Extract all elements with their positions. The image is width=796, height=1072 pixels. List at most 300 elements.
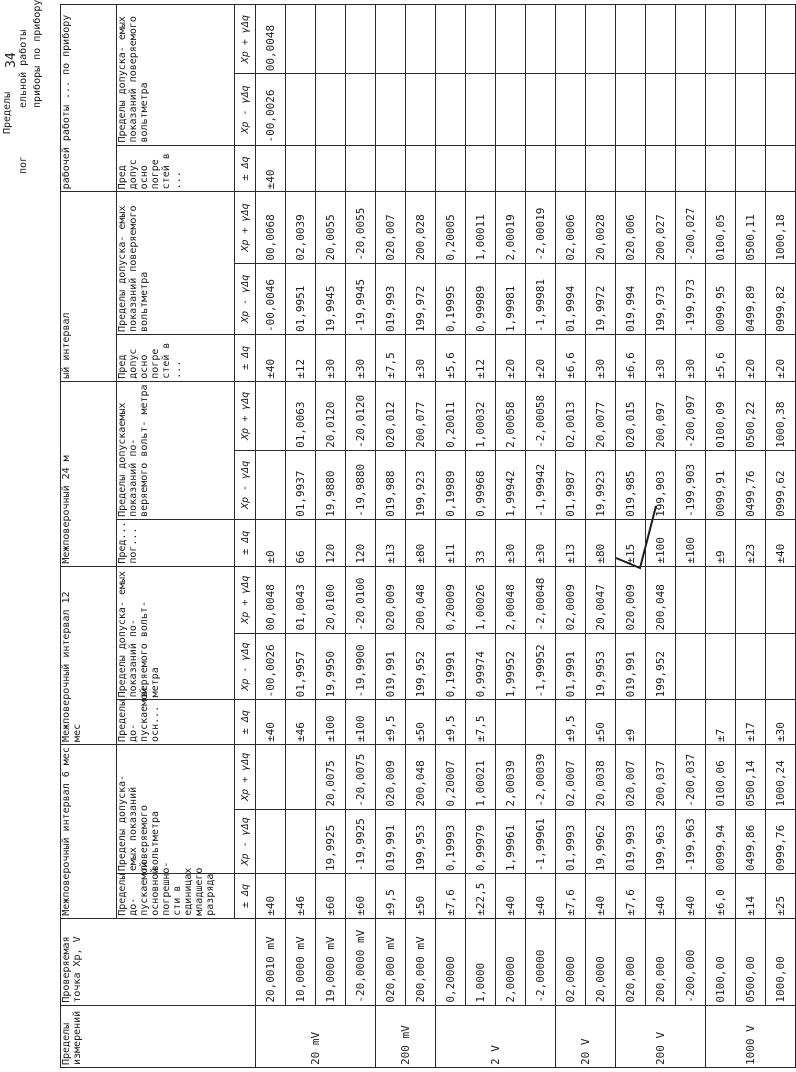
value-cell: [286, 74, 316, 145]
value-cell: 0999,82: [766, 263, 796, 334]
verification-table: [60, 4, 796, 1068]
value-cell: 0099,95: [706, 263, 736, 334]
value-cell: [526, 145, 556, 192]
value-cell: ±11: [436, 519, 466, 566]
value-cell: 020,015: [616, 381, 646, 450]
value-cell: 020,009: [376, 744, 406, 809]
value-cell: 019,993: [376, 263, 406, 334]
sym-lo: Хр - γΔq: [235, 809, 256, 874]
value-cell: 0,20009: [436, 566, 466, 633]
value-cell: [736, 633, 766, 700]
value-cell: 01,9951: [286, 263, 316, 334]
value-cell: 019,994: [616, 263, 646, 334]
value-cell: 200,048: [406, 744, 436, 809]
value-cell: ±9,5: [376, 874, 406, 919]
value-cell: 0500,22: [736, 381, 766, 450]
value-cell: ±30: [406, 334, 436, 381]
sym-hi: Хр + γΔq: [235, 381, 256, 450]
value-cell: [346, 5, 376, 74]
value-cell: 200,028: [406, 192, 436, 263]
value-cell: ±60: [346, 874, 376, 919]
value-cell: [736, 566, 766, 633]
sym-lo: Хр - γΔq: [235, 633, 256, 700]
value-cell: 02,0039: [286, 192, 316, 263]
value-cell: -2,00048: [526, 566, 556, 633]
value-cell: 200,077: [406, 381, 436, 450]
col-interval-24-header: Межповерочный 24 м: [61, 381, 117, 566]
point-cell: 0500,00: [736, 918, 766, 1005]
sym-pm: ± Δq: [235, 519, 256, 566]
value-cell: [406, 145, 436, 192]
value-cell: 0999,62: [766, 450, 796, 519]
value-cell: 20,0075: [316, 744, 346, 809]
value-cell: 01,9991: [556, 633, 586, 700]
value-cell: 0,99968: [466, 450, 496, 519]
value-cell: 0099,91: [706, 450, 736, 519]
col-tol-12: Пределы до- пускаемой осн...: [117, 700, 235, 745]
value-cell: [736, 74, 766, 145]
value-cell: ±46: [286, 700, 316, 745]
value-cell: [526, 700, 556, 745]
table-row: [496, 5, 526, 1068]
value-cell: [766, 633, 796, 700]
range-cell: 200 mV: [376, 1005, 436, 1067]
value-cell: -19,9925: [346, 809, 376, 874]
value-cell: -199,973: [676, 263, 706, 334]
value-cell: 0100,06: [706, 744, 736, 809]
value-cell: -1,99942: [526, 450, 556, 519]
value-cell: [286, 145, 316, 192]
value-cell: [706, 5, 736, 74]
table-row: [286, 5, 316, 1068]
point-cell: -200,000: [676, 918, 706, 1005]
value-cell: [346, 145, 376, 192]
value-cell: 1000,18: [766, 192, 796, 263]
value-cell: ±22,5: [466, 874, 496, 919]
value-cell: -1,99952: [526, 633, 556, 700]
value-cell: 1,99961: [496, 809, 526, 874]
value-cell: ±7,6: [556, 874, 586, 919]
value-cell: [466, 145, 496, 192]
value-cell: ±9: [616, 700, 646, 745]
value-cell: 020,012: [376, 381, 406, 450]
value-cell: ±13: [556, 519, 586, 566]
value-cell: [676, 633, 706, 700]
col-interval-6-header: Межповерочный интервал 6 мес: [61, 744, 117, 918]
sym-lo: Хр - γΔq: [235, 263, 256, 334]
value-cell: [706, 145, 736, 192]
value-cell: [286, 5, 316, 74]
table-row: [676, 5, 706, 1068]
value-cell: [646, 145, 676, 192]
value-cell: 20,0100: [316, 566, 346, 633]
value-cell: ±6,6: [556, 334, 586, 381]
point-cell: 2,00000: [496, 918, 526, 1005]
sym-lo: Хр - γΔq: [235, 74, 256, 145]
value-cell: [286, 744, 316, 809]
value-cell: 0500,11: [736, 192, 766, 263]
value-cell: 00,0048: [256, 566, 286, 633]
value-cell: [556, 74, 586, 145]
value-cell: -00,0026: [256, 633, 286, 700]
value-cell: [436, 5, 466, 74]
value-cell: 199,903: [646, 450, 676, 519]
value-cell: [616, 74, 646, 145]
value-cell: 19,9945: [316, 263, 346, 334]
value-cell: ±30: [316, 334, 346, 381]
col-lim-6: Пределы допуска- емых показаний поверяемого вольтметра: [117, 744, 235, 873]
value-cell: 0100,05: [706, 192, 736, 263]
value-cell: 0,20007: [436, 744, 466, 809]
value-cell: 0,19989: [436, 450, 466, 519]
value-cell: [466, 5, 496, 74]
sym-hi: Хр + γΔq: [235, 566, 256, 633]
value-cell: ±23: [736, 519, 766, 566]
value-cell: 1,00026: [466, 566, 496, 633]
value-cell: [556, 5, 586, 74]
value-cell: 0500,14: [736, 744, 766, 809]
value-cell: 66: [286, 519, 316, 566]
value-cell: ±100: [676, 519, 706, 566]
value-cell: 19,9962: [586, 809, 616, 874]
point-cell: 0,20000: [436, 918, 466, 1005]
value-cell: 01,0063: [286, 381, 316, 450]
value-cell: ±0: [256, 519, 286, 566]
value-cell: [256, 809, 286, 874]
value-cell: ±9,5: [376, 700, 406, 745]
value-cell: -2,00019: [526, 192, 556, 263]
value-cell: [466, 74, 496, 145]
value-cell: -20,0120: [346, 381, 376, 450]
value-cell: 200,048: [406, 566, 436, 633]
value-cell: 1,00032: [466, 381, 496, 450]
value-cell: [586, 74, 616, 145]
value-cell: 00,0048: [256, 5, 286, 74]
header-fragment-d: приборы по прибору: [32, 0, 43, 108]
value-cell: [586, 145, 616, 192]
value-cell: 0499,86: [736, 809, 766, 874]
value-cell: 0,19993: [436, 809, 466, 874]
value-cell: ±30: [496, 519, 526, 566]
value-cell: 20,0028: [586, 192, 616, 263]
value-cell: [676, 566, 706, 633]
value-cell: 020,007: [376, 192, 406, 263]
value-cell: -1,99981: [526, 263, 556, 334]
table-row: [316, 5, 346, 1068]
sym-lo: Хр - γΔq: [235, 450, 256, 519]
value-cell: 019,985: [616, 450, 646, 519]
value-cell: 0499,89: [736, 263, 766, 334]
value-cell: 020,006: [616, 192, 646, 263]
point-cell: -2,00000: [526, 918, 556, 1005]
value-cell: 019,991: [616, 633, 646, 700]
value-cell: 0,99974: [466, 633, 496, 700]
value-cell: 0999,76: [766, 809, 796, 874]
value-cell: 19,9972: [586, 263, 616, 334]
col-tol-x: Пред допус осно погре стей в ...: [117, 334, 235, 381]
value-cell: ±40: [646, 874, 676, 919]
value-cell: -200,027: [676, 192, 706, 263]
value-cell: 01,9994: [556, 263, 586, 334]
value-cell: [766, 145, 796, 192]
value-cell: ±30: [646, 334, 676, 381]
value-cell: ±40: [256, 874, 286, 919]
table-row: [556, 5, 586, 1068]
range-cell: 200 V: [616, 1005, 706, 1067]
value-cell: -20,0100: [346, 566, 376, 633]
value-cell: ±40: [586, 874, 616, 919]
value-cell: 2,00019: [496, 192, 526, 263]
table-row: [526, 5, 556, 1068]
value-cell: -200,097: [676, 381, 706, 450]
col-interval-12-header: Межповерочный интервал 12 мес: [61, 566, 117, 744]
value-cell: ±9,5: [556, 700, 586, 745]
table-row: [616, 5, 646, 1068]
col-point-header: Проверяемая точка Хр, V: [61, 918, 256, 1005]
range-cell: 1000 V: [706, 1005, 796, 1067]
value-cell: 20,0120: [316, 381, 346, 450]
value-cell: 019,993: [616, 809, 646, 874]
value-cell: [436, 145, 466, 192]
value-cell: ±7,6: [436, 874, 466, 919]
value-cell: ±50: [406, 874, 436, 919]
point-cell: 0100,00: [706, 918, 736, 1005]
value-cell: 019,991: [376, 809, 406, 874]
value-cell: 0099,94: [706, 809, 736, 874]
value-cell: ±20: [736, 334, 766, 381]
value-cell: 20,0077: [586, 381, 616, 450]
col-interval-x-header: ый интервал: [61, 192, 117, 381]
value-cell: ±30: [766, 700, 796, 745]
value-cell: [256, 450, 286, 519]
value-cell: ±20: [526, 334, 556, 381]
value-cell: [256, 381, 286, 450]
value-cell: ±40: [526, 874, 556, 919]
value-cell: ±9,5: [436, 700, 466, 745]
value-cell: 0,19995: [436, 263, 466, 334]
value-cell: 19,9880: [316, 450, 346, 519]
value-cell: ±30: [526, 519, 556, 566]
table-row: [766, 5, 796, 1068]
sym-pm: ± Δq: [235, 334, 256, 381]
table-row: [376, 5, 406, 1068]
value-cell: 120: [316, 519, 346, 566]
value-cell: ±30: [346, 334, 376, 381]
value-cell: 199,973: [646, 263, 676, 334]
value-cell: [586, 5, 616, 74]
value-cell: [706, 566, 736, 633]
value-cell: ±7,6: [616, 874, 646, 919]
value-cell: [316, 5, 346, 74]
col-lim-24: Пределы допускаемых показаний по- веряемого вольт- метра: [117, 381, 235, 519]
value-cell: ±5,6: [706, 334, 736, 381]
value-cell: -20,0075: [346, 744, 376, 809]
value-cell: 0,19991: [436, 633, 466, 700]
value-cell: [496, 5, 526, 74]
table-row: [466, 5, 496, 1068]
value-cell: -00,0046: [256, 263, 286, 334]
point-cell: 1000,00: [766, 918, 796, 1005]
point-cell: 020,000: [616, 918, 646, 1005]
value-cell: 020,007: [616, 744, 646, 809]
value-cell: 19,9953: [586, 633, 616, 700]
value-cell: [256, 744, 286, 809]
value-cell: [646, 74, 676, 145]
value-cell: 020,009: [376, 566, 406, 633]
value-cell: 199,972: [406, 263, 436, 334]
value-cell: [676, 5, 706, 74]
col-interval-last-header: рабочей работы ... по прибору: [61, 5, 117, 192]
value-cell: ±30: [676, 334, 706, 381]
value-cell: 20,0047: [586, 566, 616, 633]
value-cell: 19,9925: [316, 809, 346, 874]
range-cell: 2 V: [436, 1005, 556, 1067]
value-cell: ±6,6: [616, 334, 646, 381]
value-cell: 01,9987: [556, 450, 586, 519]
value-cell: ±40: [676, 874, 706, 919]
col-range-header: Пределы измерений: [61, 1005, 256, 1067]
value-cell: [286, 809, 316, 874]
table-row: [586, 5, 616, 1068]
value-cell: 33: [466, 519, 496, 566]
value-cell: 0,99979: [466, 809, 496, 874]
sym-hi: Хр + γΔq: [235, 744, 256, 809]
value-cell: ±20: [496, 334, 526, 381]
point-cell: 02,0000: [556, 918, 586, 1005]
sym-pm: ± Δq: [235, 874, 256, 919]
value-cell: 2,00048: [496, 566, 526, 633]
value-cell: ±40: [496, 874, 526, 919]
value-cell: 200,097: [646, 381, 676, 450]
value-cell: -199,903: [676, 450, 706, 519]
value-cell: 019,991: [376, 633, 406, 700]
point-cell: 1,0000: [466, 918, 496, 1005]
point-cell: 200,000: [646, 918, 676, 1005]
value-cell: -00,0026: [256, 74, 286, 145]
point-cell: 20,0000: [586, 918, 616, 1005]
table-row: [736, 5, 766, 1068]
header-fragment-a: Пределы: [2, 91, 13, 134]
value-cell: ±12: [286, 334, 316, 381]
value-cell: [646, 700, 676, 745]
value-cell: [376, 74, 406, 145]
value-cell: [406, 5, 436, 74]
value-cell: ±25: [766, 874, 796, 919]
value-cell: 1000,38: [766, 381, 796, 450]
value-cell: 200,037: [646, 744, 676, 809]
table-row: [436, 5, 466, 1068]
value-cell: -200,037: [676, 744, 706, 809]
value-cell: -19,9945: [346, 263, 376, 334]
value-cell: 00,0068: [256, 192, 286, 263]
value-cell: 199,952: [646, 633, 676, 700]
value-cell: ±14: [736, 874, 766, 919]
value-cell: [736, 145, 766, 192]
value-cell: 199,963: [646, 809, 676, 874]
value-cell: [316, 74, 346, 145]
value-cell: ±100: [646, 519, 676, 566]
value-cell: 0100,09: [706, 381, 736, 450]
col-lim-12: Пределы допуска- емых показаний по- веряемого вольт- метра: [117, 566, 235, 700]
value-cell: 019,988: [376, 450, 406, 519]
value-cell: 20,0038: [586, 744, 616, 809]
table-body: [256, 5, 796, 1068]
value-cell: [316, 145, 346, 192]
value-cell: 01,9957: [286, 633, 316, 700]
header-fragment-b: пог: [18, 155, 29, 174]
value-cell: ±20: [766, 334, 796, 381]
value-cell: ±60: [316, 874, 346, 919]
range-cell: 20 mV: [256, 1005, 376, 1067]
value-cell: -19,9880: [346, 450, 376, 519]
value-cell: ±7: [706, 700, 736, 745]
value-cell: 199,923: [406, 450, 436, 519]
value-cell: ±17: [736, 700, 766, 745]
value-cell: 120: [346, 519, 376, 566]
point-cell: 020,000 mV: [376, 918, 406, 1005]
value-cell: [346, 74, 376, 145]
value-cell: -2,00058: [526, 381, 556, 450]
value-cell: 0,20011: [436, 381, 466, 450]
value-cell: ±12: [466, 334, 496, 381]
value-cell: [736, 5, 766, 74]
value-cell: [376, 145, 406, 192]
sym-pm: ± Δq: [235, 700, 256, 745]
value-cell: ±9: [706, 519, 736, 566]
table-row: [256, 5, 286, 1068]
value-cell: 200,027: [646, 192, 676, 263]
value-cell: ±40: [766, 519, 796, 566]
sym-hi: Хр + γΔq: [235, 192, 256, 263]
value-cell: -199,963: [676, 809, 706, 874]
value-cell: ±13: [376, 519, 406, 566]
value-cell: ±100: [346, 700, 376, 745]
value-cell: ±40: [256, 334, 286, 381]
value-cell: 01,9993: [556, 809, 586, 874]
value-cell: 1,99981: [496, 263, 526, 334]
value-cell: 200,048: [646, 566, 676, 633]
value-cell: 199,952: [406, 633, 436, 700]
value-cell: 19,9950: [316, 633, 346, 700]
table-row: [346, 5, 376, 1068]
range-cell: 20 V: [556, 1005, 616, 1067]
col-tol-last: Пред допус осно погре стей в ...: [117, 145, 235, 192]
value-cell: 1,99942: [496, 450, 526, 519]
table-row: [406, 5, 436, 1068]
value-cell: -20,0055: [346, 192, 376, 263]
value-cell: ±15: [616, 519, 646, 566]
value-cell: [766, 566, 796, 633]
value-cell: [436, 74, 466, 145]
value-cell: 0,99989: [466, 263, 496, 334]
value-cell: 01,0043: [286, 566, 316, 633]
value-cell: [706, 633, 736, 700]
value-cell: ±5,6: [436, 334, 466, 381]
value-cell: -19,9900: [346, 633, 376, 700]
value-cell: ±40: [256, 700, 286, 745]
value-cell: 02,0007: [556, 744, 586, 809]
value-cell: ±80: [586, 519, 616, 566]
page-number: 34: [4, 52, 19, 68]
value-cell: 02,0006: [556, 192, 586, 263]
value-cell: 199,953: [406, 809, 436, 874]
value-cell: [406, 74, 436, 145]
value-cell: -2,00039: [526, 744, 556, 809]
value-cell: [376, 5, 406, 74]
value-cell: [496, 74, 526, 145]
table-row: [706, 5, 736, 1068]
value-cell: ±30: [586, 334, 616, 381]
